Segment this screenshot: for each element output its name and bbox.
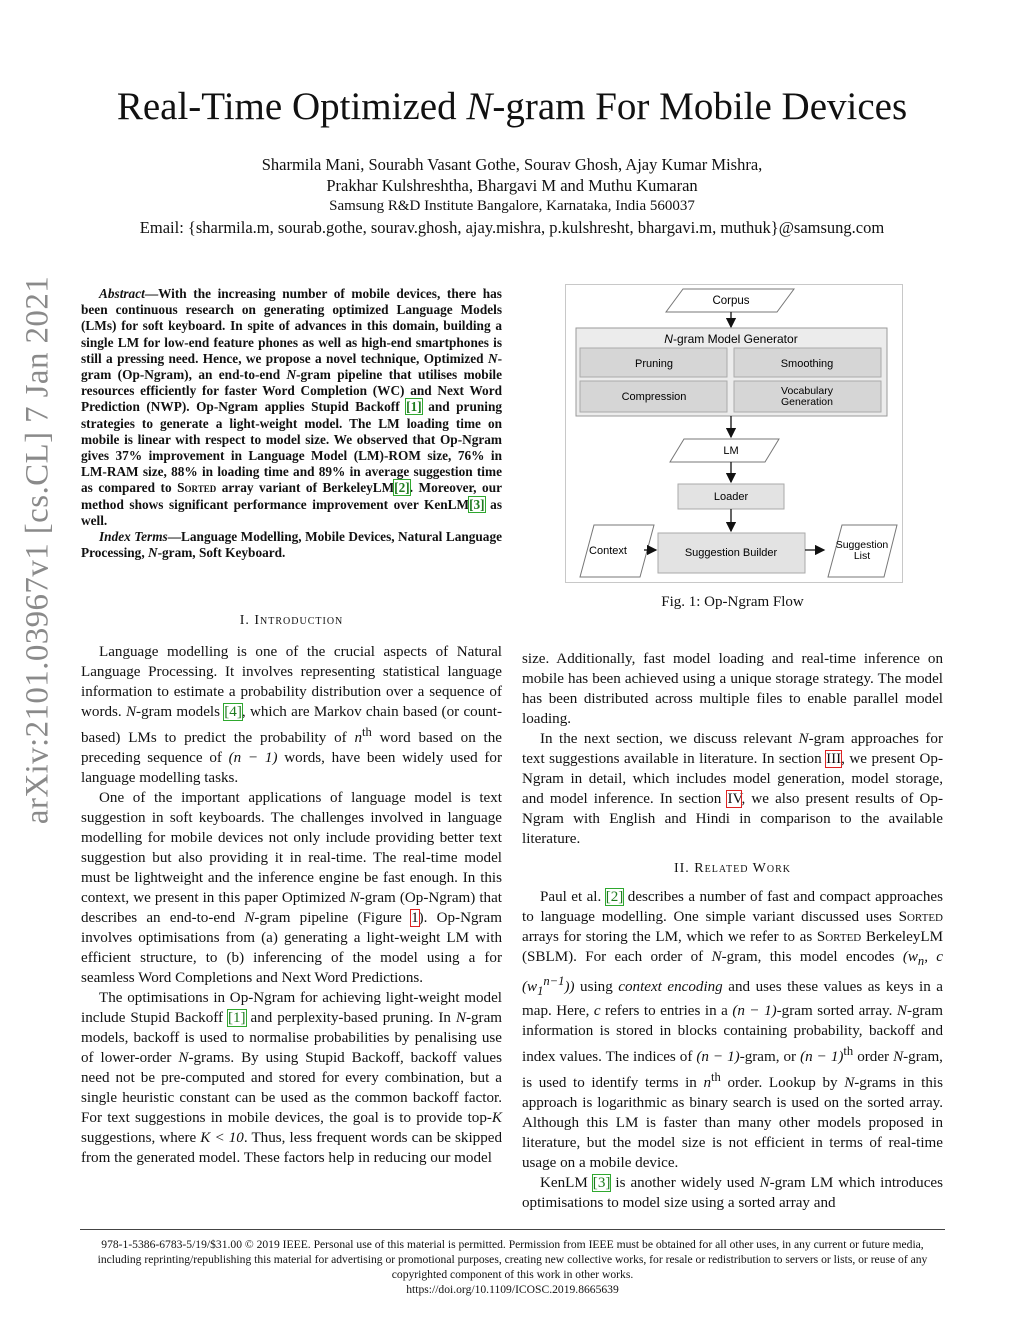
citation-link[interactable]: [2] bbox=[605, 889, 624, 905]
copyright-footer bbox=[80, 1237, 945, 1297]
paragraph: Paul et al. [2] describes a number of fast and compact approaches to language modelling. One simple variant discussed uses Sorted arrays for storing the LM, which we refer to as Sorted BerkeleyLM (SBLM). For each order of N-gram, this model encodes ($w_n$, c $(w_1^{n-1})$) using context encoding and uses these values as keys in a map. Here, c refers to entries in a (n − 1)-gram sorted array. N-gram information is stored in blocks containing probability, backoff and index values. The indices of (n − 1)-gram, or $(n - 1)^{th}$ order N-gram, is used to identify terms in $n^{th}$ order. Lookup by N-grams in this approach is logarithmic as binary search is used on the sorted array. Although this LM is faster than many other models proposed in literature, but the model size is not efficient in terms of real-time usage on a mobile device. bbox=[522, 889, 944, 1172]
figure-caption: Fig. 1: Op-Ngram Flow bbox=[661, 594, 804, 610]
arxiv-sidebar bbox=[8, 140, 68, 960]
abstract-label: Abstract bbox=[99, 286, 145, 301]
lm-label: LM bbox=[723, 445, 739, 457]
author-line-1: Sharmila Mani, Sourabh Vasant Gothe, Sourav Ghosh, Ajay Kumar Mishra, bbox=[261, 155, 763, 174]
vocabulary-label-1: Vocabulary bbox=[781, 385, 833, 397]
citation-link[interactable]: [3] bbox=[469, 496, 485, 512]
corpus-label: Corpus bbox=[712, 295, 750, 307]
suggestion-builder-label: Suggestion Builder bbox=[684, 547, 778, 559]
footer-divider bbox=[80, 1229, 945, 1230]
abstract: Abstract—With the increasing number of mobile devices, there has been continuous research on generating optimized Language Models (LMs) for soft keyboard. In spite of advances in this domain, building a single LM for low-end feature phones as well as high-end smartphones is still a pressing need. Hence, we propose a novel technique, Optimized N-gram (Op-Ngram), an end-to-end N-gram pipeline that utilises mobile resources efficiently for faster Word Completion (WC) and Next Word Prediction (NWP). Op-Ngram applies Stupid Backoff [1] and pruning strategies to generate a light-weight model. The LM loading time on mobile is linear with respect to model size. We observed that Op-Ngram gives 37% improvement in Language Model (LM)-ROM size, 76% in LM-RAM size, 88% in loading time and 89% in average suggestion time as compared to Sorted array variant of BerkeleyLM[2]. Moreover, our method shows significant performance improvement over KenLM[3] as well. Index Terms—Language Modelling, Mobile Devices, Natural Language Processing, N-gram, Soft Keyboard. bbox=[81, 286, 502, 561]
figure-op-ngram-flow bbox=[565, 284, 903, 583]
paragraph: size. Additionally, fast model loading and real-time inference on mobile has been achieved using a unique storage strategy. The model has been distributed across multiple files to enable parallel model loading. bbox=[522, 651, 943, 727]
suggestion-list-label-2: List bbox=[853, 550, 871, 562]
doi-link[interactable]: https://doi.org/10.1109/ICOSC.2019.8665639 bbox=[406, 1283, 619, 1296]
author-line-2: Prakhar Kulshreshtha, Bhargavi M and Muthu Kumaran bbox=[326, 176, 698, 195]
paragraph: KenLM [3] is another widely used N-gram LM which introduces optimisations to model size using a sorted array and bbox=[522, 1175, 944, 1212]
index-terms: Index Terms—Language Modelling, Mobile Devices, Natural Language Processing, N-gram, Soft Keyboard. bbox=[81, 529, 502, 561]
citation-link[interactable]: [3] bbox=[592, 1175, 611, 1192]
paragraph: One of the important applications of language model is text suggestion in soft keyboards. The challenges involved in language modelling for mobile devices not only include providing better text suggestion but also providing it in real-time. The real-time model must be lightweight and the inference engine be fast enough. In this context, we present in this paper Optimized N-gram (Op-Ngram) that describes an end-to-end N-gram pipeline (Figure 1). Op-Ngram involves optimisations from (a) generating a light-weight LM with efficient structure, to (b) inferencing of the model using a for seamless Word Completions and Next Word Predictions. bbox=[81, 790, 502, 987]
smoothing-label: Smoothing bbox=[780, 358, 834, 370]
citation-link[interactable]: [2] bbox=[394, 480, 410, 496]
math-encoding: ($w_n$, c $(w_1^{n-1})$) bbox=[522, 949, 944, 999]
citation-link[interactable]: [1] bbox=[227, 1010, 246, 1027]
paper-title: Real-Time Optimized N-gram For Mobile Devices bbox=[116, 85, 908, 128]
figure-ref-link[interactable]: 1 bbox=[411, 910, 419, 927]
pruning-label: Pruning bbox=[635, 358, 673, 370]
context-label: Context bbox=[589, 545, 627, 557]
arxiv-id: arXiv:2101.03967v1 [cs.CL] 7 Jan 2021 bbox=[19, 275, 56, 825]
intro-text bbox=[81, 642, 502, 1168]
section-ref-link[interactable]: IV bbox=[727, 791, 742, 807]
copyright-text: 978-1-5386-6783-5/19/$31.00 © 2019 IEEE. Personal use of this material is permitted. Permission from IEEE must be obtained for all other uses, in any current or future media, including reprinting/republishing this material for advertising or promotional purposes, creating new collective works, for resale or redistribution to servers or lists, or reuse of any copyrighted component of this work in other works. bbox=[97, 1238, 928, 1281]
loader-label: Loader bbox=[713, 491, 749, 503]
compression-label: Compression bbox=[621, 391, 687, 403]
section-heading-related-work: II. Related Work bbox=[673, 861, 791, 876]
vocabulary-label-2: Generation bbox=[781, 396, 833, 408]
paragraph: In the next section, we discuss relevant N-gram approaches for text suggestions available in literature. In section III, we present Op-Ngram in detail, which includes model generation, model storage, and model inference. In section IV, we also present results of Op-Ngram with English and Hindi in comparison to the available literature. bbox=[522, 731, 943, 847]
affiliation: Samsung R&D Institute Bangalore, Karnataka, India 560037 bbox=[329, 198, 695, 214]
flow-diagram bbox=[566, 285, 902, 582]
right-column-text bbox=[522, 649, 943, 1213]
paragraph: The optimisations in Op-Ngram for achieving light-weight model include Stupid Backoff [1] and perplexity-based pruning. In N-gram models, backoff is used to normalise probabilities by penalising use of lower-order N-grams. By using Stupid Backoff, backoff values need not be pre-computed and stored for every combination, but a single heuristic constant can be used as the common backoff factor. For text suggestions in mobile devices, the goal is to provide top-K suggestions, where K < 10. Thus, less frequent words can be skipped from the generated model. These factors help in reducing our model bbox=[81, 990, 503, 1167]
citation-link[interactable]: [4] bbox=[224, 704, 242, 720]
section-ref-link[interactable]: III bbox=[826, 751, 842, 767]
citation-link[interactable]: [1] bbox=[406, 399, 422, 415]
section-heading-introduction: I. Introduction bbox=[239, 613, 344, 628]
generator-title: N-gram Model Generator bbox=[664, 332, 798, 346]
suggestion-list-label-1: Suggestion bbox=[835, 539, 889, 551]
email: Email: {sharmila.m, sourab.gothe, sourav.ghosh, ajay.mishra, p.kulshresht, bhargavi.m, muthuk}@samsung.com bbox=[139, 218, 885, 237]
paragraph: Language modelling is one of the crucial aspects of Natural Language Processing. It involves representing statistical language information to estimate a probability distribution over a sequence of words. N-gram models [4], which are Markov chain based (or count-based) LMs to predict the probability of $n^{th}$ word based on the preceding sequence of (n − 1) words, have been widely used for language modelling tasks. bbox=[81, 644, 503, 787]
author-block bbox=[0, 154, 1024, 238]
